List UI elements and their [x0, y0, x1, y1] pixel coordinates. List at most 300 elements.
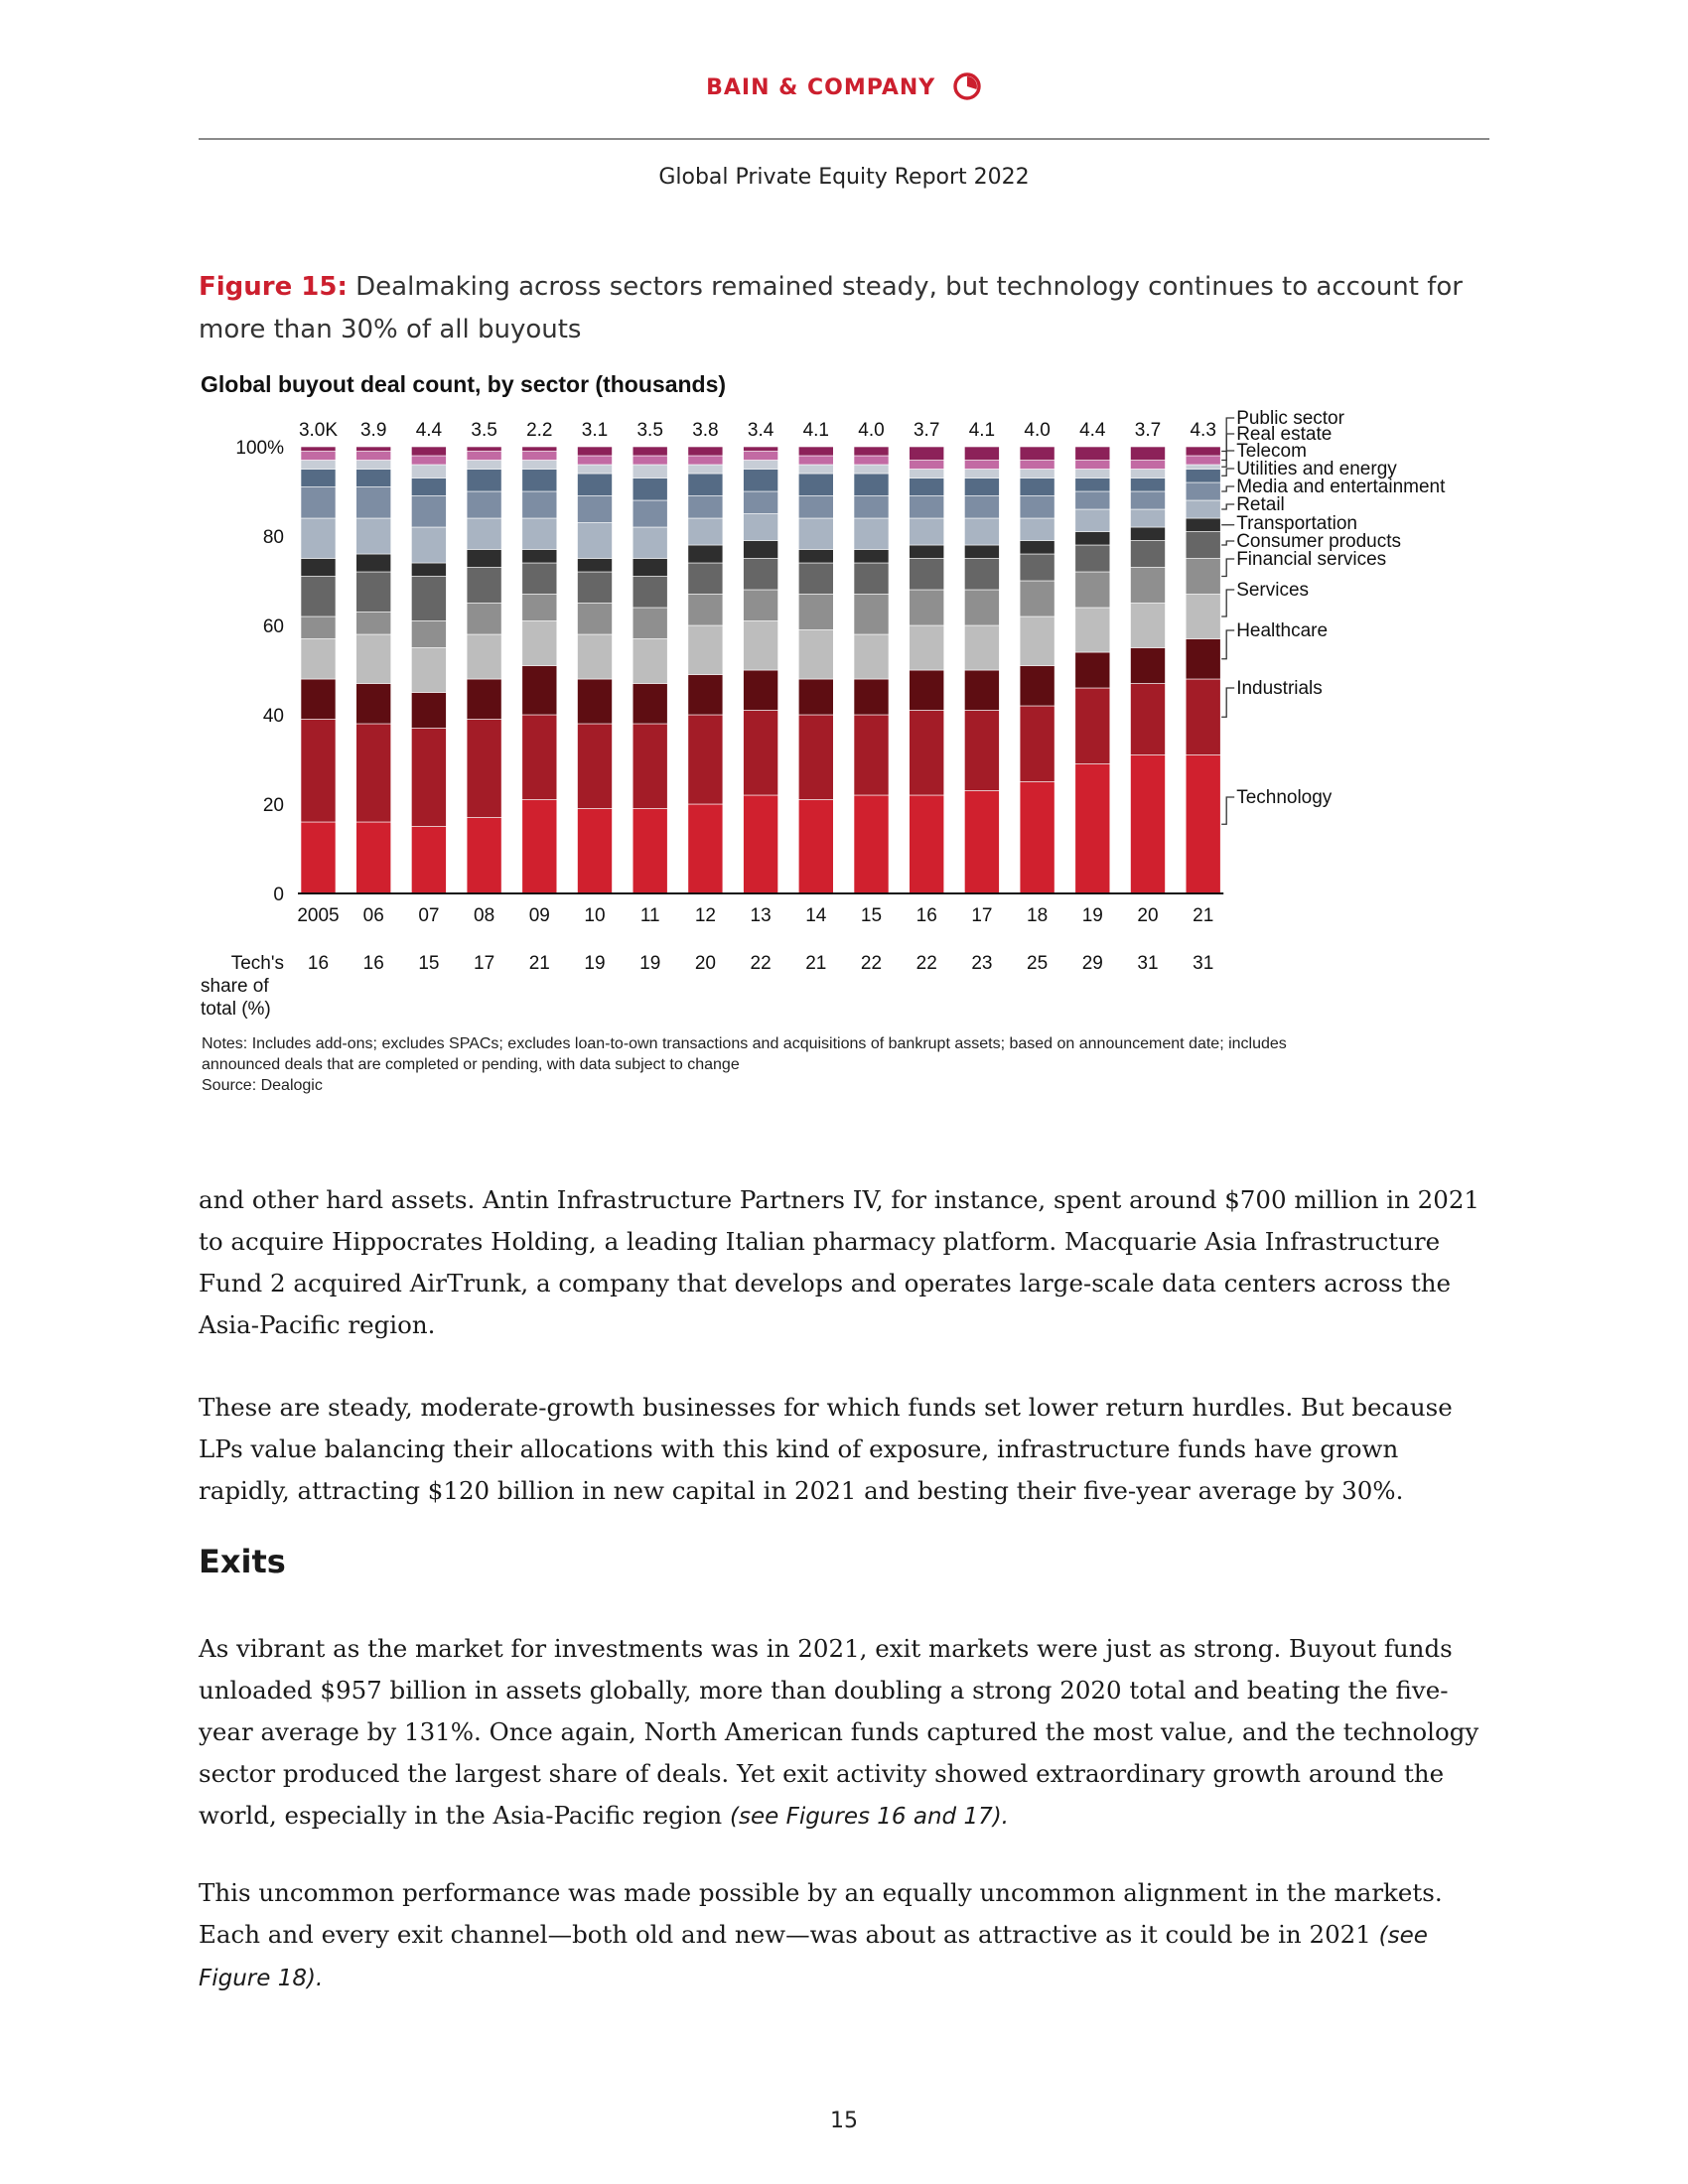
- bar-segment: [633, 608, 667, 639]
- total-label: 3.7: [913, 420, 940, 441]
- report-title: Global Private Equity Report 2022: [658, 165, 1030, 190]
- bar-segment: [1186, 447, 1220, 456]
- bar-segment: [744, 590, 778, 621]
- bar-segment: [798, 518, 833, 550]
- bar-segment: [1186, 465, 1220, 470]
- bar-segment: [964, 470, 999, 478]
- bar-segment: [798, 496, 833, 519]
- bar-segment: [910, 590, 944, 625]
- bar-segment: [578, 604, 613, 635]
- bar-segment: [688, 715, 723, 804]
- legend-label: Industrials: [1236, 678, 1323, 699]
- bar-segment: [744, 470, 778, 492]
- chart-title: Global buyout deal count, by sector (thousands): [201, 371, 727, 397]
- bar-segment: [964, 461, 999, 470]
- total-label: 4.4: [415, 420, 443, 441]
- bar-segment: [356, 684, 391, 725]
- bar-segment: [467, 604, 501, 635]
- bar-segment: [467, 461, 501, 470]
- bar-segment: [467, 634, 501, 679]
- bar-segment: [1075, 461, 1110, 470]
- bar-segment: [1131, 755, 1166, 894]
- tech-share-value: 25: [1027, 953, 1049, 974]
- bar-segment: [1075, 509, 1110, 532]
- bar-segment: [854, 474, 889, 496]
- bar-segment: [964, 711, 999, 791]
- bar-segment: [356, 613, 391, 635]
- bar-segment: [633, 809, 667, 894]
- total-label: 3.8: [692, 420, 719, 441]
- bar-segment: [910, 518, 944, 545]
- bar-segment: [1131, 478, 1166, 492]
- bar-segment: [411, 496, 446, 528]
- bar-segment: [1131, 527, 1166, 541]
- legend-label: Real estate: [1236, 424, 1333, 445]
- tech-share-value: 23: [971, 953, 993, 974]
- bar-segment: [688, 496, 723, 519]
- bar-segment: [1131, 509, 1166, 527]
- bar-segment: [1075, 608, 1110, 652]
- bar-segment: [1075, 532, 1110, 546]
- bar-segment: [854, 795, 889, 893]
- bar-segment: [964, 590, 999, 625]
- bar-segment: [522, 461, 557, 470]
- bar-segment: [1186, 679, 1220, 755]
- legend-leader-line: [1221, 630, 1234, 659]
- bar-segment: [744, 461, 778, 470]
- x-tick-label: 17: [971, 905, 993, 926]
- bar-segment: [910, 711, 944, 796]
- bar-segment: [688, 595, 723, 626]
- bar-segment: [522, 621, 557, 666]
- bar-segment: [578, 447, 613, 456]
- bar-segment: [854, 634, 889, 679]
- bar-segment: [633, 684, 667, 725]
- bar-segment: [522, 800, 557, 894]
- bar-segment: [964, 791, 999, 894]
- bar-segment: [744, 452, 778, 461]
- x-tick-label: 10: [584, 905, 606, 926]
- brand-header: [0, 71, 1688, 101]
- bar-segment: [688, 456, 723, 465]
- bar-segment: [744, 559, 778, 591]
- bar-segment: [798, 465, 833, 474]
- bar-segment: [301, 487, 336, 519]
- bar-segment: [1075, 688, 1110, 764]
- bar-segment: [964, 545, 999, 559]
- bar-segment: [1131, 604, 1166, 648]
- bar-segment: [910, 559, 944, 591]
- bar-segment: [854, 550, 889, 564]
- bar-segment: [798, 715, 833, 800]
- bar-segment: [356, 447, 391, 452]
- legend-leader-line: [1221, 541, 1234, 545]
- y-tick-label: 40: [262, 706, 284, 727]
- brand-name: BAIN & COMPANY: [706, 75, 936, 100]
- legend-label: Transportation: [1236, 513, 1358, 534]
- bar-segment: [633, 478, 667, 501]
- tech-share-value: 20: [694, 953, 716, 974]
- bar-segment: [467, 447, 501, 452]
- bar-segment: [356, 724, 391, 822]
- bar-segment: [1020, 496, 1055, 519]
- bar-segment: [910, 625, 944, 670]
- bar-segment: [1186, 532, 1220, 559]
- bar-segment: [411, 648, 446, 693]
- bar-segment: [633, 527, 667, 559]
- bar-segment: [467, 568, 501, 604]
- bar-segment: [578, 474, 613, 496]
- figure-label: Figure 15:: [199, 272, 348, 302]
- bar-segment: [633, 639, 667, 684]
- bar-segment: [356, 822, 391, 893]
- legend-leader-line: [1221, 504, 1234, 509]
- bar-segment: [688, 625, 723, 675]
- bar-segment: [854, 715, 889, 795]
- bar-segment: [1020, 706, 1055, 782]
- bar-segment: [688, 518, 723, 545]
- bar-segment: [1020, 616, 1055, 666]
- bar-segment: [744, 514, 778, 541]
- bar-segment: [633, 724, 667, 809]
- bar-segment: [467, 518, 501, 550]
- bar-segment: [633, 447, 667, 456]
- bar-segment: [1020, 666, 1055, 707]
- figure-reference: (see Figures 16 and 17).: [730, 1804, 1009, 1830]
- bar-segment: [1020, 478, 1055, 496]
- bar-segment: [411, 729, 446, 827]
- bar-segment: [467, 452, 501, 461]
- bain-logo-icon: [952, 71, 982, 101]
- bar-segment: [1075, 470, 1110, 478]
- bar-segment: [798, 630, 833, 680]
- total-label: 3.7: [1134, 420, 1162, 441]
- bar-segment: [522, 452, 557, 461]
- total-label: 3.9: [359, 420, 387, 441]
- bar-segment: [854, 563, 889, 595]
- bar-segment: [522, 447, 557, 452]
- bar-segment: [1131, 684, 1166, 755]
- bar-segment: [1020, 581, 1055, 616]
- bar-segment: [578, 496, 613, 523]
- bar-segment: [1075, 545, 1110, 572]
- legend-label: Retail: [1236, 494, 1285, 515]
- bar-segment: [688, 675, 723, 716]
- total-label: 3.0K: [298, 420, 339, 441]
- bar-segment: [356, 634, 391, 684]
- bar-segment: [854, 518, 889, 550]
- bar-segment: [1075, 572, 1110, 608]
- figure-title: [199, 266, 1479, 351]
- bar-segment: [964, 670, 999, 711]
- legend-leader-line: [1221, 590, 1234, 616]
- notes-line-1: Notes: Includes add-ons; excludes SPACs; excludes loan-to-own transactions and acquisitions of bankrupt assets; based on announcement date; includes: [202, 1035, 1287, 1052]
- body-paragraph-2: These are steady, moderate-growth businesses for which funds set lower return hurdles. But because LPs value balancing their allocations with this kind of exposure, infrastructure funds have grown rapidly, attracting $120 billion in new capital in 2021 and besting their five-year average by 30%.: [199, 1393, 1453, 1505]
- bar-segment: [1131, 541, 1166, 568]
- bar-segment: [798, 563, 833, 595]
- bar-segment: [356, 518, 391, 554]
- bar-segment: [301, 447, 336, 452]
- bar-segment: [688, 474, 723, 496]
- notes-line-2: announced deals that are completed or pending, with data subject to change: [202, 1056, 740, 1073]
- bar-segment: [411, 478, 446, 496]
- bar-segment: [854, 679, 889, 715]
- bar-segment: [522, 491, 557, 518]
- page-number: 15: [830, 2109, 858, 2133]
- bar-segment: [964, 478, 999, 496]
- bar-segment: [522, 595, 557, 621]
- x-tick-label: 21: [1193, 905, 1214, 926]
- source-line: Source: Dealogic: [202, 1077, 323, 1094]
- x-tick-label: 07: [418, 905, 440, 926]
- bar-segment: [1075, 764, 1110, 894]
- y-tick-label: 80: [262, 527, 284, 548]
- bar-segment: [1131, 491, 1166, 509]
- y-tick-label: 60: [262, 616, 284, 637]
- bar-segment: [1186, 500, 1220, 518]
- bar-segment: [411, 693, 446, 729]
- bar-segment: [688, 545, 723, 563]
- bar-segment: [522, 563, 557, 595]
- bar-segment: [301, 616, 336, 639]
- bar-segment: [633, 559, 667, 577]
- bar-segment: [910, 496, 944, 519]
- bar-segment: [1020, 470, 1055, 478]
- total-label: 2.2: [526, 420, 553, 441]
- x-tick-label: 19: [1081, 905, 1103, 926]
- bar-segment: [798, 456, 833, 465]
- tech-share-value: 16: [362, 953, 384, 974]
- legend-label: Telecom: [1236, 441, 1307, 462]
- x-tick-label: 2005: [297, 905, 340, 926]
- bar-segment: [578, 559, 613, 573]
- bar-segment: [301, 679, 336, 720]
- bar-segment: [301, 577, 336, 617]
- bar-segment: [522, 715, 557, 800]
- bar-segment: [688, 465, 723, 474]
- bar-segment: [522, 550, 557, 564]
- tech-share-value: 31: [1137, 953, 1159, 974]
- bar-segment: [964, 625, 999, 670]
- y-tick-label: 20: [262, 795, 284, 816]
- bar-segment: [301, 518, 336, 559]
- tech-share-value: 31: [1193, 953, 1214, 974]
- bar-segment: [1131, 461, 1166, 470]
- bar-segment: [798, 595, 833, 630]
- bar-segment: [356, 461, 391, 470]
- bar-segment: [798, 474, 833, 496]
- bar-segment: [578, 523, 613, 559]
- bar-segment: [1075, 447, 1110, 461]
- bar-segment: [356, 487, 391, 519]
- bar-segment: [578, 634, 613, 679]
- bar-segment: [964, 496, 999, 519]
- bar-segment: [578, 456, 613, 465]
- bar-segment: [301, 461, 336, 470]
- y-tick-label: 0: [273, 885, 284, 905]
- figure-reference: (see Figure 18).: [199, 1923, 1428, 1991]
- bar-segment: [854, 465, 889, 474]
- bar-segment: [411, 827, 446, 894]
- bar-segment: [578, 679, 613, 724]
- bar-segment: [1186, 559, 1220, 595]
- legend-leader-line: [1221, 688, 1234, 717]
- bar-segment: [411, 456, 446, 465]
- bar-segment: [1186, 518, 1220, 532]
- bar-segment: [301, 822, 336, 893]
- tech-share-label: Tech's: [230, 953, 284, 974]
- legend-leader-line: [1221, 434, 1234, 461]
- tech-share-value: 16: [307, 953, 330, 974]
- bar-segment: [1020, 518, 1055, 541]
- bar-segment: [798, 550, 833, 564]
- bar-segment: [467, 818, 501, 894]
- bar-segment: [1131, 568, 1166, 604]
- bar-segment: [356, 452, 391, 461]
- tech-share-label: share of: [201, 976, 269, 997]
- bar-segment: [411, 563, 446, 577]
- total-label: 3.5: [471, 420, 497, 441]
- bar-segment: [744, 711, 778, 796]
- x-tick-label: 09: [528, 905, 550, 926]
- bar-segment: [910, 670, 944, 711]
- x-tick-label: 06: [362, 905, 384, 926]
- total-label: 4.1: [802, 420, 830, 441]
- total-label: 4.3: [1190, 420, 1216, 441]
- legend-label: Media and entertainment: [1236, 477, 1446, 497]
- bar-segment: [744, 670, 778, 711]
- legend-leader-line: [1221, 559, 1234, 577]
- buyout-sector-chart: [189, 357, 1509, 1027]
- x-tick-label: 11: [639, 905, 660, 926]
- bar-segment: [854, 496, 889, 519]
- total-label: 4.0: [858, 420, 885, 441]
- bar-segment: [1020, 447, 1055, 461]
- section-heading-exits: Exits: [199, 1543, 286, 1580]
- x-tick-label: 15: [860, 905, 883, 926]
- bar-segment: [301, 559, 336, 577]
- bar-segment: [1186, 755, 1220, 894]
- bar-segment: [522, 470, 557, 492]
- bar-segment: [1186, 456, 1220, 465]
- bar-segment: [301, 720, 336, 823]
- tech-share-value: 22: [915, 953, 937, 974]
- tech-share-value: 15: [418, 953, 440, 974]
- total-label: 4.1: [968, 420, 996, 441]
- bar-segment: [1075, 652, 1110, 688]
- bar-segment: [411, 527, 446, 563]
- legend-leader-line: [1221, 486, 1234, 491]
- bar-segment: [964, 518, 999, 545]
- bar-segment: [467, 720, 501, 818]
- bar-segment: [578, 572, 613, 604]
- bar-segment: [301, 639, 336, 680]
- bar-segment: [1020, 782, 1055, 894]
- x-tick-label: 14: [805, 905, 827, 926]
- bar-segment: [910, 795, 944, 893]
- bar-segment: [964, 447, 999, 461]
- bar-segment: [910, 447, 944, 461]
- total-label: 3.5: [636, 420, 663, 441]
- bar-segment: [688, 563, 723, 595]
- legend-leader-line: [1221, 797, 1234, 824]
- bar-segment: [1186, 482, 1220, 500]
- bar-segment: [798, 447, 833, 456]
- x-tick-label: 18: [1027, 905, 1049, 926]
- bar-segment: [1186, 595, 1220, 639]
- bar-segment: [1131, 470, 1166, 478]
- tech-share-value: 19: [584, 953, 606, 974]
- bar-segment: [964, 559, 999, 591]
- bar-segment: [910, 545, 944, 559]
- bar-segment: [744, 491, 778, 514]
- bar-segment: [356, 554, 391, 572]
- bar-segment: [910, 478, 944, 496]
- bar-segment: [798, 800, 833, 894]
- bar-segment: [744, 447, 778, 452]
- tech-share-label: total (%): [201, 999, 271, 1020]
- x-tick-label: 12: [694, 905, 716, 926]
- bar-segment: [854, 456, 889, 465]
- bar-segment: [1075, 478, 1110, 492]
- bar-segment: [910, 470, 944, 478]
- bar-segment: [1131, 447, 1166, 461]
- figure-caption: Dealmaking across sectors remained steady, but technology continues to account for more than 30% of all buyouts: [199, 272, 1463, 344]
- bar-segment: [522, 666, 557, 716]
- bar-segment: [1186, 470, 1220, 483]
- total-label: 3.4: [747, 420, 774, 441]
- bar-segment: [411, 465, 446, 478]
- bar-segment: [467, 491, 501, 518]
- bar-segment: [744, 795, 778, 893]
- paragraph-4-text: This uncommon performance was made possible by an equally uncommon alignment in the markets. Each and every exit channel—both old and new—was about as attractive as it could be in 2021: [199, 1878, 1443, 1949]
- body-paragraph-4: [199, 1872, 1489, 1999]
- bar-segment: [522, 518, 557, 550]
- bar-segment: [854, 595, 889, 635]
- bar-segment: [910, 461, 944, 470]
- legend-label: Consumer products: [1236, 531, 1401, 552]
- bar-segment: [1186, 639, 1220, 680]
- tech-share-value: 22: [860, 953, 883, 974]
- tech-share-value: 22: [750, 953, 772, 974]
- legend-label: Technology: [1236, 787, 1333, 808]
- legend-label: Financial services: [1236, 549, 1387, 570]
- bar-segment: [301, 470, 336, 487]
- bar-segment: [633, 577, 667, 609]
- bar-segment: [411, 577, 446, 621]
- bar-segment: [411, 621, 446, 648]
- total-label: 4.0: [1024, 420, 1051, 441]
- figure-notes: [202, 1033, 1492, 1096]
- bar-segment: [633, 465, 667, 478]
- header-rule: [199, 138, 1489, 140]
- x-tick-label: 16: [915, 905, 937, 926]
- bar-segment: [356, 572, 391, 613]
- bar-segment: [1020, 554, 1055, 581]
- bar-segment: [411, 447, 446, 456]
- x-tick-label: 13: [750, 905, 772, 926]
- bar-segment: [467, 470, 501, 492]
- bar-segment: [578, 809, 613, 894]
- legend-label: Healthcare: [1236, 620, 1329, 641]
- bar-segment: [688, 804, 723, 893]
- x-tick-label: 20: [1137, 905, 1159, 926]
- bar-segment: [1020, 461, 1055, 470]
- legend-label: Utilities and energy: [1236, 459, 1397, 479]
- tech-share-value: 21: [528, 953, 550, 974]
- tech-share-value: 17: [474, 953, 495, 974]
- bar-segment: [578, 465, 613, 474]
